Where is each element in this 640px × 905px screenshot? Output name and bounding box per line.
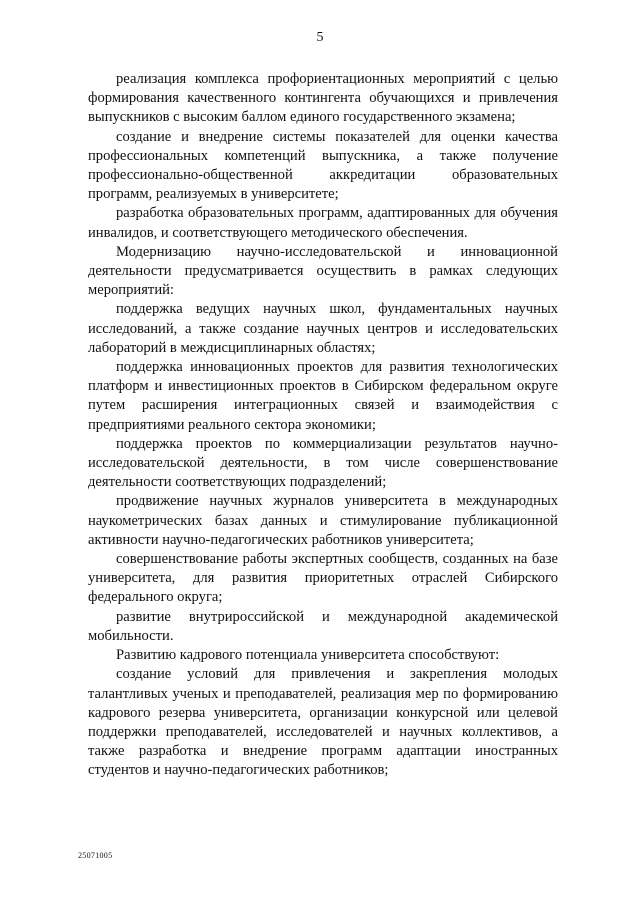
paragraph: продвижение научных журналов университета в международных наукометрических базах данных и стимулирование публикационной активности научно-педагогических работников университета;	[88, 493, 558, 548]
paragraph: Развитию кадрового потенциала университета способствуют:	[116, 647, 500, 664]
paragraph: реализация комплекса профориентационных мероприятий с целью формирования качественного контингента обучающихся и привлечения выпускников с высоким баллом единого государственного экзамена;	[88, 71, 558, 126]
paragraph: поддержка проектов по коммерциализации результатов научно-исследовательской деятельности, в том числе совершенствование деятельности соответствующих подразделений;	[88, 435, 558, 491]
paragraph: создание и внедрение системы показателей для оценки качества профессиональных компетенций выпускника, а также получение профессионально-общественной аккредитации образовательных программ, реализуемых в университете;	[88, 128, 558, 203]
document-code: 25071005	[78, 851, 113, 860]
paragraph: создание условий для привлечения и закрепления молодых талантливых ученых и преподавателей, реализация мер по формированию кадрового резерва университета, организации конкурсной или целевой поддержки преподавателей, исследователей и научных коллективов, а также разработка и внедрение программ адаптации иностранных студентов и научно-педагогических работников;	[88, 666, 558, 779]
document-body	[88, 70, 558, 781]
paragraph: поддержка ведущих научных школ, фундаментальных научных исследований, а также создание научных центров и исследовательских лабораторий в междисциплинарных областях;	[88, 301, 558, 356]
paragraph: поддержка инновационных проектов для развития технологических платформ и инвестиционных проектов в Сибирском федеральном округе путем расширения интеграционных связей и взаимодействия с предприятиями реального сектора экономики;	[88, 359, 558, 433]
paragraph: развитие внутрироссийской и международной академической мобильности.	[88, 608, 558, 644]
paragraph: разработка образовательных программ, адаптированных для обучения инвалидов, и соответствующего методического обеспечения.	[88, 205, 558, 241]
paragraph: совершенствование работы экспертных сообществ, созданных на базе университета, для развития приоритетных отраслей Сибирского федерального округа;	[88, 551, 558, 606]
paragraph: Модернизацию научно-исследовательской и инновационной деятельности предусматривается осуществить в рамках следующих мероприятий:	[88, 243, 558, 299]
page-number: 5	[316, 30, 324, 45]
